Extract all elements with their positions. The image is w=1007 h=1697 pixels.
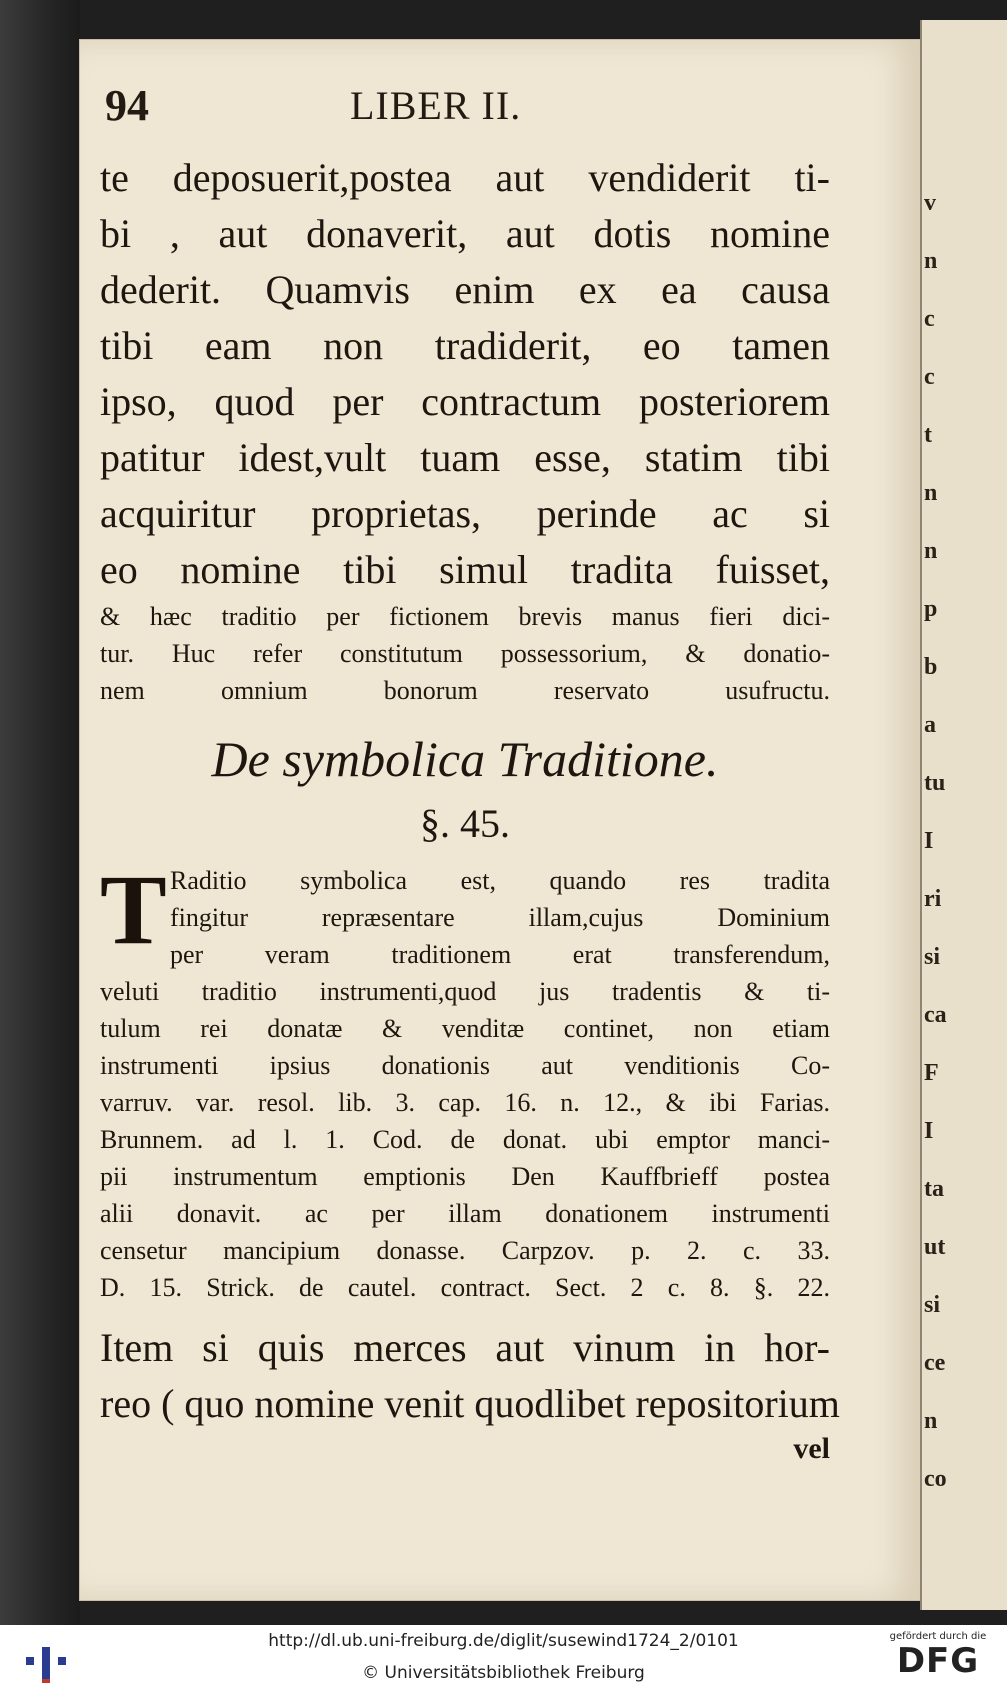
text-line: per veram traditionem erat transferendum,	[170, 940, 830, 969]
dfg-logo: DFG	[896, 1641, 980, 1681]
text-line: Item si quis merces aut vinum in hor-	[100, 1325, 830, 1370]
text-line: instrumenti ipsius donationis aut venditionis Co-	[100, 1051, 830, 1080]
text-line: patitur idest,vult tuam esse, statim tibi	[100, 435, 830, 480]
facing-page-fragment: I	[924, 1118, 934, 1144]
dfg-funding-badge	[883, 1631, 993, 1680]
text-line: tur. Huc refer constitutum possessorium, & donatio-	[100, 639, 830, 668]
text-line: Brunnem. ad l. 1. Cod. de donat. ubi emptor manci-	[100, 1125, 830, 1154]
page-number: 94	[105, 81, 149, 130]
text-line: eo nomine tibi simul tradita fuisset,	[100, 547, 830, 592]
text-line: pii instrumentum emptionis Den Kauffbrieff postea	[100, 1162, 830, 1191]
facing-page-fragment: n	[924, 248, 938, 274]
text-line: tibi eam non tradiderit, eo tamen	[100, 323, 830, 368]
facing-page-fragment: I	[924, 828, 934, 854]
paragraph-3	[100, 1320, 840, 1432]
footer-bar	[0, 1625, 1007, 1697]
paragraph-2	[100, 973, 830, 1306]
facing-page-fragment: c	[924, 306, 935, 332]
facing-page-fragment: c	[924, 364, 935, 390]
facing-page-fragment: ta	[924, 1176, 944, 1202]
facing-page-fragment: ut	[924, 1234, 946, 1260]
text-line: reo ( quo nomine venit quodlibet repositorium	[100, 1381, 840, 1426]
facing-page-edge	[920, 20, 1007, 1610]
facing-page-fragment: ri	[924, 886, 942, 912]
facing-page-fragment: n	[924, 538, 938, 564]
facing-page-fragment: v	[924, 190, 936, 216]
section-number: §. 45.	[420, 801, 510, 846]
facing-page-fragment: tu	[924, 770, 946, 796]
facing-page-fragment: t	[924, 422, 932, 448]
text-line: censetur mancipium donasse. Carpzov. p. 2. c. 33.	[100, 1236, 830, 1265]
funding-caption: gefördert durch die	[889, 1631, 987, 1642]
facing-page-fragment: si	[924, 944, 941, 970]
text-line: tulum rei donatæ & venditæ continet, non etiam	[100, 1014, 830, 1043]
drop-cap: T	[100, 854, 167, 965]
facing-page-fragment: n	[924, 1408, 938, 1434]
paragraph-2-indented	[170, 862, 830, 973]
page-header	[105, 80, 825, 140]
text-line: varruv. var. resol. lib. 3. cap. 16. n. 12., & ibi Farias.	[100, 1088, 830, 1117]
text-line: dederit. Quamvis enim ex ea causa	[100, 267, 830, 312]
text-line: ipso, quod per contractum posteriorem	[100, 379, 830, 424]
text-line: fingitur repræsentare illam,cujus Dominium	[170, 903, 830, 932]
facing-page-fragment: p	[924, 596, 938, 622]
text-line: alii donavit. ac per illam donationem instrumenti	[100, 1199, 830, 1228]
text-line: nem omnium bonorum reservato usufructu.	[100, 676, 830, 705]
paragraph-1-small	[100, 598, 830, 709]
running-head: LIBER II.	[350, 83, 522, 128]
catchword: vel	[793, 1432, 830, 1465]
document-url-link[interactable]: http://dl.ub.uni-freiburg.de/diglit/susewind1724_2/0101	[268, 1631, 739, 1651]
section-heading: De symbolica Traditione.	[211, 731, 719, 787]
facing-page-fragment: b	[924, 654, 938, 680]
facing-page-fragment: a	[924, 712, 936, 738]
text-line: te deposuerit,postea aut vendiderit ti-	[100, 155, 830, 200]
text-line: Raditio symbolica est, quando res tradita	[170, 866, 830, 895]
facing-page-fragment: si	[924, 1292, 941, 1318]
facing-page-fragment: co	[924, 1466, 947, 1492]
book-binding	[0, 0, 80, 1625]
paragraph-1	[100, 150, 830, 598]
facing-page-fragment: ca	[924, 1002, 947, 1028]
text-line: D. 15. Strick. de cautel. contract. Sect. 2 c. 8. §. 22.	[100, 1273, 830, 1302]
text-line: acquiritur proprietas, perinde ac si	[100, 491, 830, 536]
text-line: & hæc traditio per fictionem brevis manus fieri dici-	[100, 602, 830, 631]
facing-page-fragment: ce	[924, 1350, 946, 1376]
facing-page-fragment: F	[924, 1060, 939, 1086]
text-line: bi , aut donaverit, aut dotis nomine	[100, 211, 830, 256]
text-line: veluti traditio instrumenti,quod jus tradentis & ti-	[100, 977, 830, 1006]
facing-page-fragment: n	[924, 480, 938, 506]
copyright-text: © Universitätsbibliothek Freiburg	[362, 1663, 645, 1683]
